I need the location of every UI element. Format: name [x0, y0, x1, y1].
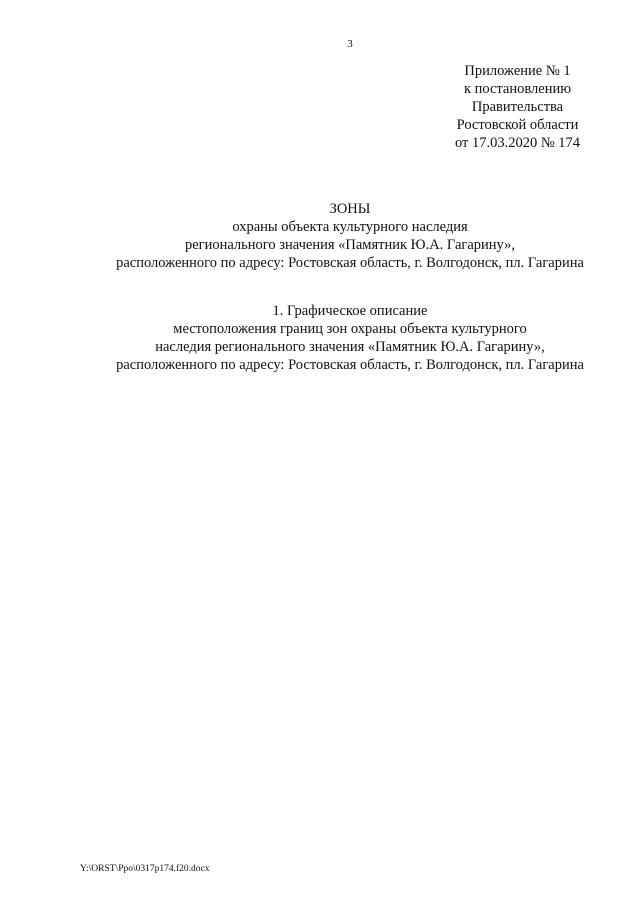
zones-heading: ЗОНЫ — [329, 201, 371, 217]
appendix-line: Правительства — [471, 99, 564, 115]
section-line: расположенного по адресу: Ростовская область, г. Волгодонск, пл. Гагарина — [116, 357, 584, 373]
zones-line: регионального значения «Памятник Ю.А. Гагарину», — [184, 237, 516, 253]
section-line: 1. Графическое описание — [272, 303, 428, 319]
section-title-block — [60, 302, 640, 374]
appendix-line: Ростовской области — [456, 117, 579, 133]
appendix-block — [430, 62, 605, 152]
appendix-line: Приложение № 1 — [464, 63, 571, 79]
zones-title-block — [60, 200, 640, 272]
section-line: наследия регионального значения «Памятник Ю.А. Гагарину», — [155, 339, 545, 355]
footer-file-path: Y:\ORST\Ppo\0317p174.f20.docx — [80, 864, 210, 874]
section-line: местоположения границ зон охраны объекта культурного — [173, 321, 527, 337]
appendix-line: от 17.03.2020 № 174 — [454, 135, 581, 151]
appendix-line: к постановлению — [463, 81, 572, 97]
zones-line: охраны объекта культурного наследия — [232, 219, 468, 235]
page-number: 3 — [347, 38, 353, 50]
zones-line: расположенного по адресу: Ростовская область, г. Волгодонск, пл. Гагарина — [116, 255, 584, 271]
